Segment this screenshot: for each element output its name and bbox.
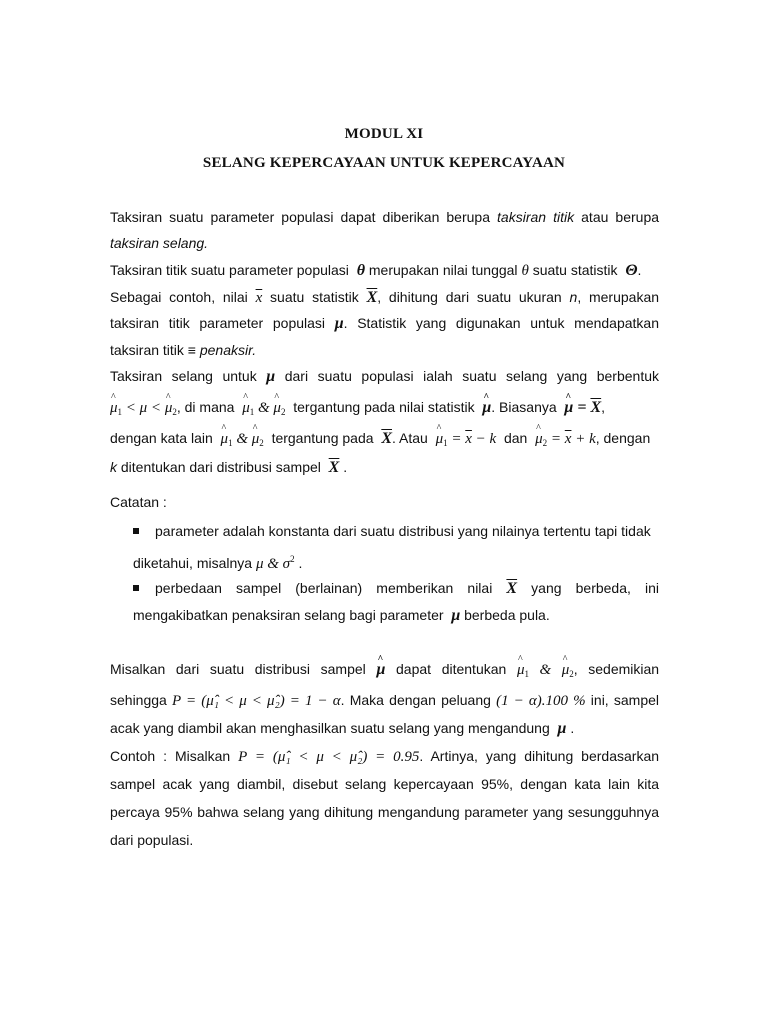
Xbar-symbol: $\overline{X}$: [506, 580, 518, 597]
mu-symbol: μ: [266, 368, 276, 385]
confidence-expression: (1 − α).100 %: [496, 693, 586, 709]
p4-line-6: percaya 95% bahwa selang yang dihitung mengandung parameter yang sesungguhnya: [110, 804, 659, 820]
text: mengakibatkan penaksiran selang bagi parameter: [133, 607, 444, 623]
text: diketahui, misalnya: [133, 555, 253, 571]
p2-line-2: [110, 288, 659, 307]
module-title: MODUL XI: [344, 126, 424, 142]
text: tergantung pada: [271, 430, 374, 446]
muhat1-expression: ^ $\mu_1 = \overline{x} - k$: [436, 431, 497, 447]
text: ditentukan dari distribusi sampel: [120, 459, 321, 475]
p3-line-2: ^ $\mu_1 < \mu$ < ^ $\mu_2$, di mana ^ $\mu_1$ & ^ $\mu_2$ tergantung pada nilai statistik ^ μ. Biasanya ^ $\mu = \overline{X}$,: [110, 398, 659, 421]
probability-expression: P = (μ̂₁ < μ < μ̂₂) = 1 − α: [172, 693, 341, 709]
text: , dengan: [595, 430, 651, 446]
text: dengan kata lain: [110, 430, 213, 446]
Xbar-symbol: $\overline{X}$: [328, 459, 340, 476]
muhat-symbol: ^ μ: [376, 661, 385, 679]
Theta-symbol: Θ: [625, 262, 638, 279]
bullet-1-line-2: diketahui, misalnya μ & $\sigma^2$ .: [133, 554, 303, 572]
text: Taksiran suatu parameter populasi dapat diberikan berupa: [110, 209, 490, 225]
text: Taksiran selang untuk: [110, 368, 257, 384]
p3-line-1: [110, 367, 659, 386]
text: yang berbeda, ini: [531, 580, 659, 596]
text: tergantung pada nilai statistik: [293, 399, 475, 415]
p3-line-3: [110, 429, 659, 452]
muhat-pair: ^ $\mu_1$ & ^ $\mu_2$: [242, 400, 285, 416]
p2-line-4: [110, 341, 659, 359]
p4-line-2: [110, 691, 659, 710]
text: Misalkan dari suatu distribusi sampel: [110, 661, 366, 677]
text: suatu statistik: [532, 262, 618, 278]
p4-line-7: dari populasi.: [110, 832, 194, 848]
p2-line-3: [110, 314, 659, 333]
mu-symbol: μ: [557, 720, 567, 737]
muhat2-expression: ^ $\mu_2 = \overline{x} + k$: [535, 431, 596, 447]
text: . Biasanya: [491, 399, 557, 415]
bullet-icon: [133, 585, 139, 591]
bullet-2-line-1: [155, 579, 659, 598]
text: suatu statistik: [270, 289, 359, 305]
text: . Maka dengan peluang: [340, 692, 491, 708]
text-italic: k: [110, 459, 117, 475]
p1-line-2: taksiran selang.: [110, 235, 209, 251]
xbar-symbol: $\overline{x}$: [255, 290, 263, 306]
module-subtitle: SELANG KEPERCAYAAN UNTUK KEPERCAYAAN: [202, 155, 566, 171]
text: atau berupa: [581, 209, 660, 225]
interval-expression: ^ $\mu_1 < \mu$ < ^ $\mu_2$: [110, 400, 177, 416]
p4-line-5: sampel acak yang diambil, disebut selang kepercayaan 95%, dengan kata lain kita: [110, 776, 659, 792]
text: Contoh : Misalkan: [110, 748, 231, 764]
catatan-label: Catatan :: [110, 494, 167, 510]
text: dapat ditentukan: [396, 661, 507, 677]
text: taksiran titik parameter populasi: [110, 315, 326, 331]
text: . Artinya, yang dihitung berdasarkan: [419, 748, 660, 764]
text: acak yang diambil akan menghasilkan suatu selang yang mengandung: [110, 720, 550, 736]
p1-line-1: [110, 208, 659, 226]
muhat-pair: ^ $\mu_1$ & ^ $\mu_2$: [517, 662, 574, 678]
theta-symbol: θ: [521, 263, 529, 279]
text: , sedemikian: [573, 661, 660, 677]
text: taksiran titik ≡: [110, 342, 196, 358]
p4-line-4: [110, 747, 659, 766]
text: . Statistik yang digunakan untuk mendapatkan: [343, 315, 659, 331]
probability-095-expression: P = (μ̂₁ < μ < μ̂₂) = 0.95: [238, 749, 420, 765]
text: , dihitung dari suatu ukuran: [377, 289, 562, 305]
mu-symbol: μ: [451, 607, 461, 624]
p4-line-3: acak yang diambil akan menghasilkan suatu selang yang mengandung μ .: [110, 720, 575, 737]
Xbar-symbol: $\overline{X}$: [366, 289, 378, 306]
mu-sigma-expression: μ & $\sigma^2$: [255, 554, 295, 572]
text: dan: [503, 430, 528, 446]
p4-line-1: [110, 660, 659, 683]
text-italic: n: [569, 289, 578, 305]
text: merupakan nilai tunggal: [368, 262, 518, 278]
text: sehingga: [110, 692, 167, 708]
Xbar-symbol: $\overline{X}$: [381, 430, 392, 447]
muhat-pair: ^ $\mu_1$ & ^ $\mu_2$: [221, 431, 264, 447]
theta-symbol: θ: [356, 262, 365, 279]
text: perbedaan sampel (berlainan) memberikan nilai: [155, 580, 493, 596]
text: . Atau: [392, 430, 428, 446]
text: Sebagai contoh, nilai: [110, 289, 248, 305]
text: dari suatu populasi ialah suatu selang yang berbentuk: [284, 368, 659, 384]
mu-symbol: μ: [334, 315, 344, 332]
text-italic: penaksir.: [199, 342, 257, 358]
text: Taksiran titik suatu parameter populasi: [110, 262, 349, 278]
text: , di mana: [176, 399, 235, 415]
p3-line-4: k ditentukan dari distribusi sampel $\overline{X}$ .: [110, 459, 348, 476]
bullet-icon: [133, 528, 139, 534]
muhat-symbol: ^ μ: [482, 399, 491, 417]
bullet-2-line-2: [133, 606, 659, 625]
p2-line-1: Taksiran titik suatu parameter populasi θ merupakan nilai tunggal θ suatu statistik Θ.: [110, 262, 642, 279]
text: ini, sampel: [590, 692, 660, 708]
text: , merupakan: [577, 289, 660, 305]
muhat-equals-xbar: ^ $\mu = \overline{X}$: [564, 399, 601, 416]
text-italic: taksiran titik: [497, 209, 575, 225]
text: berbeda pula.: [464, 607, 550, 623]
bullet-1-line-1: parameter adalah konstanta dari suatu distribusi yang nilainya tertentu tapi tidak: [155, 523, 651, 539]
